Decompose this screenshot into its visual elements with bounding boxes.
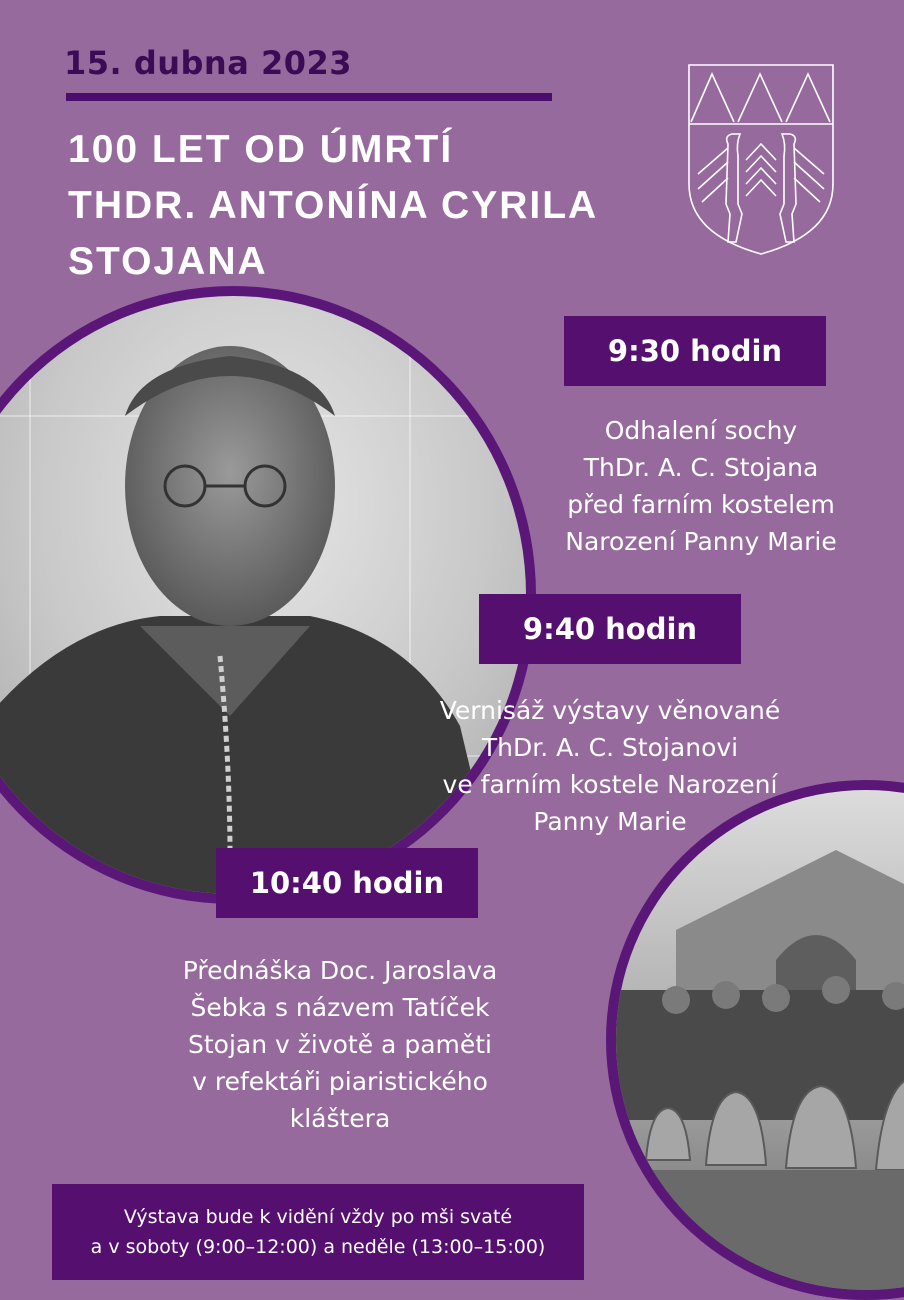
event-2-line-3: ve farním kostele Narození bbox=[442, 770, 778, 799]
event-1-line-1: Odhalení sochy bbox=[604, 416, 798, 445]
event-1-line-2: ThDr. A. C. Stojana bbox=[583, 453, 819, 482]
event-time-3-label: 10:40 hodin bbox=[249, 866, 445, 900]
event-time-2-label: 9:40 hodin bbox=[522, 612, 698, 646]
event-time-1 bbox=[564, 316, 826, 386]
event-time-3 bbox=[216, 848, 478, 918]
event-time-1-label: 9:30 hodin bbox=[607, 334, 783, 368]
header-divider bbox=[66, 93, 552, 101]
page-title bbox=[68, 122, 668, 290]
title-line-2: THDR. ANTONÍNA CYRILA bbox=[68, 184, 599, 227]
event-time-2 bbox=[479, 594, 741, 664]
event-3-line-5: kláštera bbox=[289, 1104, 391, 1133]
exhibition-info-box bbox=[52, 1184, 584, 1280]
event-description-1 bbox=[536, 412, 866, 560]
event-2-line-2: ThDr. A. C. Stojanovi bbox=[481, 733, 739, 762]
bells-photo bbox=[606, 780, 904, 1300]
title-line-3: STOJANA bbox=[68, 240, 268, 283]
title-line-1: 100 LET OD ÚMRTÍ bbox=[68, 128, 454, 171]
event-date: 15. dubna 2023 bbox=[64, 44, 352, 82]
event-2-line-1: Vernisáž výstavy věnované bbox=[439, 696, 781, 725]
footer-line-2: a v soboty (9:00–12:00) a neděle (13:00–15:00) bbox=[90, 1236, 546, 1258]
event-3-line-3: Stojan v životě a paměti bbox=[188, 1030, 492, 1059]
event-3-line-1: Přednáška Doc. Jaroslava bbox=[182, 956, 498, 985]
event-1-line-3: před farním kostelem bbox=[567, 490, 835, 519]
event-description-3 bbox=[160, 952, 520, 1137]
footer-line-1: Výstava bude k vidění vždy po mši svaté bbox=[123, 1206, 513, 1228]
coat-of-arms-icon bbox=[688, 64, 834, 256]
event-description-2 bbox=[430, 692, 790, 840]
event-2-line-4: Panny Marie bbox=[533, 807, 687, 836]
event-3-line-4: v refektáři piaristického bbox=[192, 1067, 488, 1096]
bells-illustration bbox=[616, 790, 904, 1290]
event-1-line-4: Narození Panny Marie bbox=[565, 527, 837, 556]
event-3-line-2: Šebka s názvem Tatíček bbox=[190, 993, 490, 1022]
